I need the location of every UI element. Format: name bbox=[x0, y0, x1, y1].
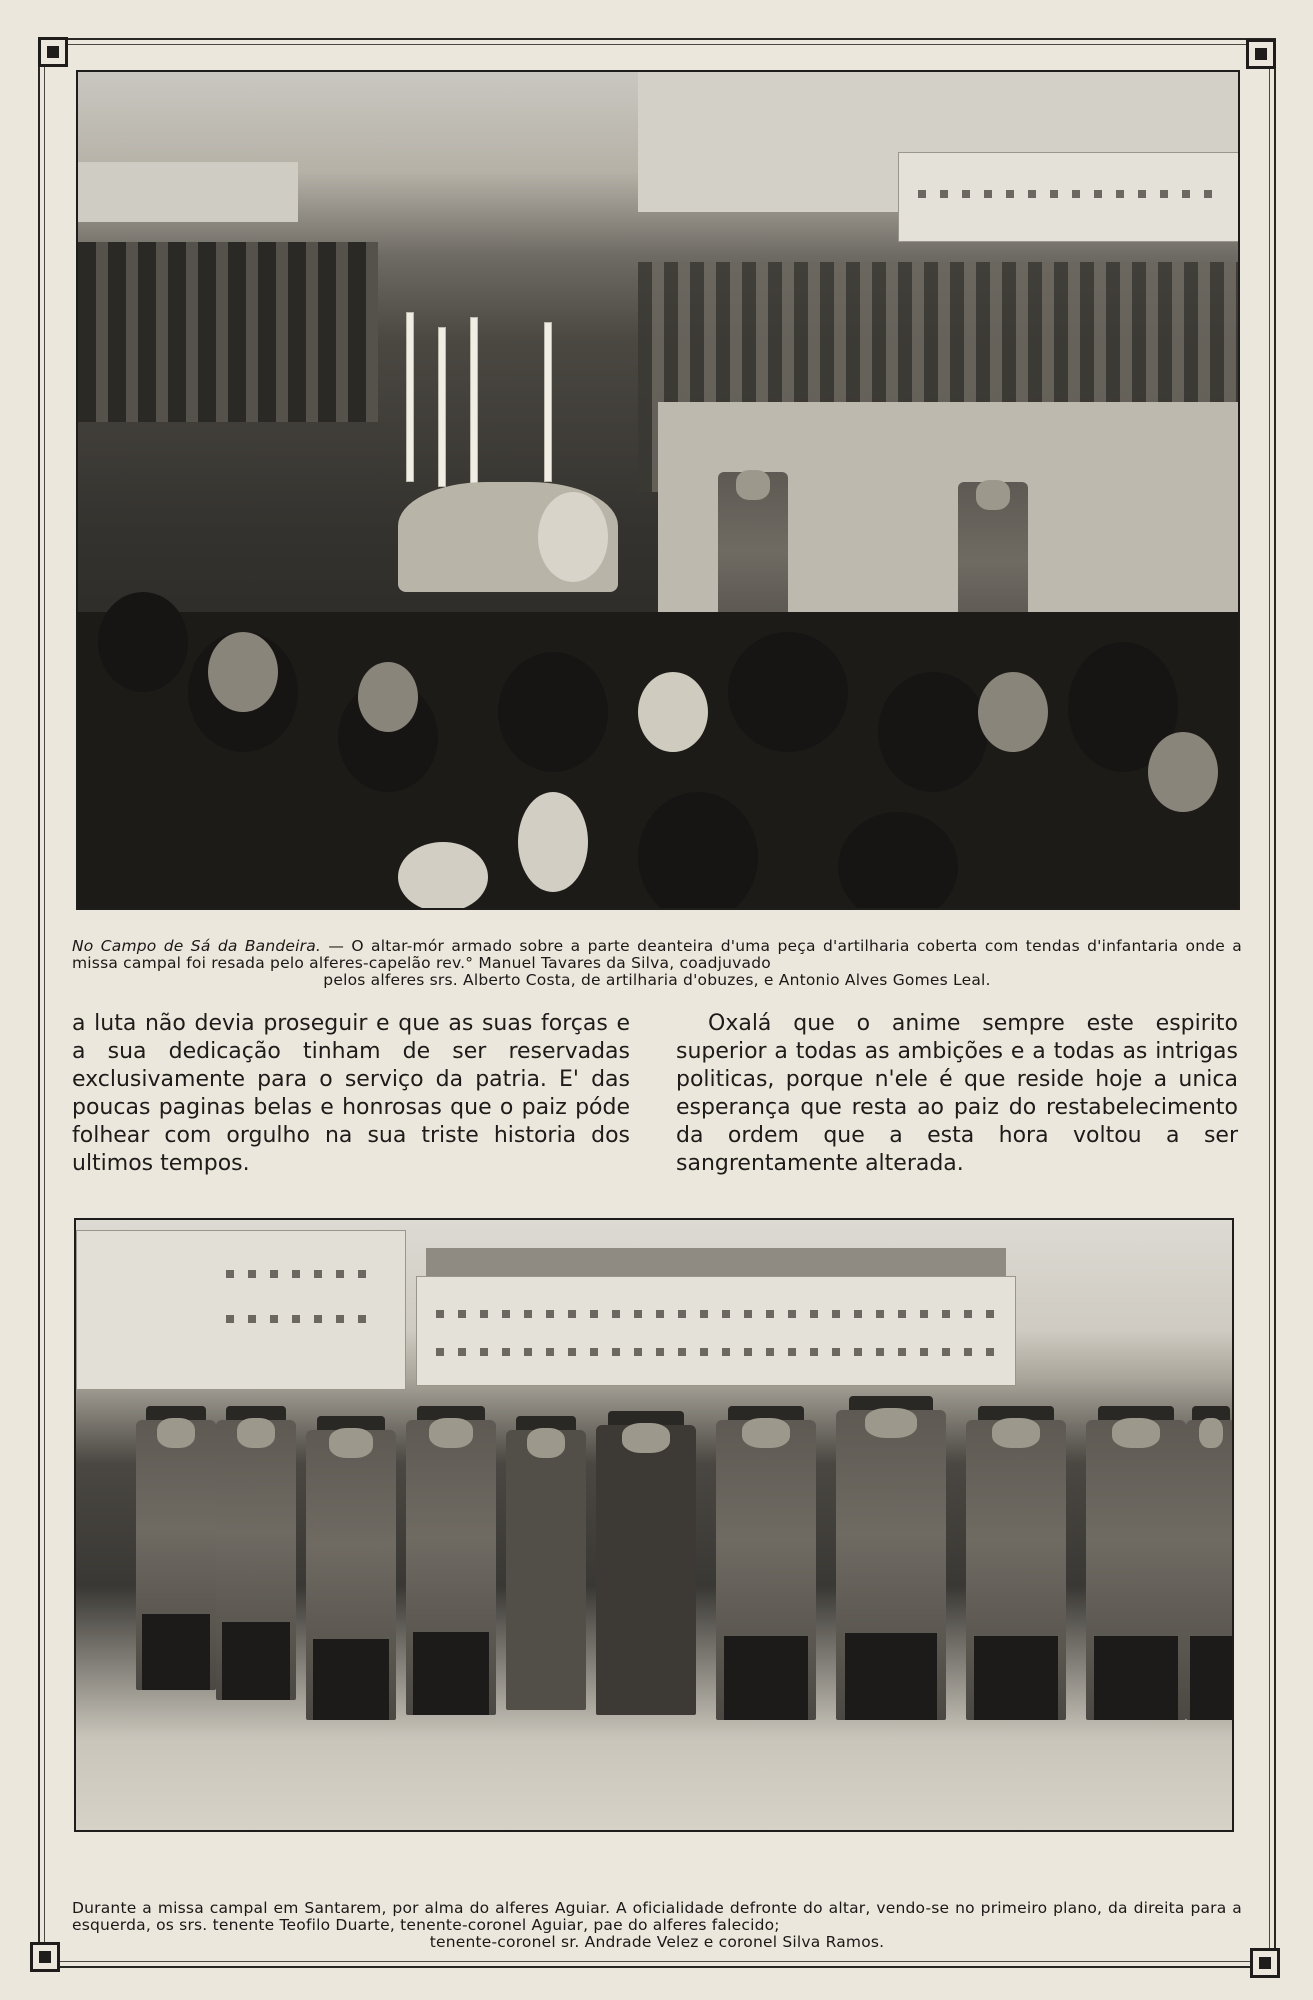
officer-figure bbox=[836, 1410, 946, 1720]
altar-candle bbox=[438, 327, 446, 487]
altar-candle bbox=[470, 317, 478, 487]
mounted-officers bbox=[78, 242, 378, 422]
article-paragraph: Oxalá que o anime sempre este espirito superior a todas as ambições e a todas as intrigas politicas, porque n'ele é que reside hoje a unica esperança que resta ao paiz do restabelecimento da ordem que a esta hora voltou a ser sangrentamente alterada. bbox=[676, 1011, 1238, 1176]
article-column-left bbox=[72, 1010, 630, 1178]
officer-figure bbox=[406, 1420, 496, 1715]
officer-figure bbox=[1186, 1420, 1234, 1720]
corner-ornament-top-left bbox=[38, 37, 68, 67]
caption-location: No Campo de Sá da Bandeira. bbox=[72, 937, 322, 955]
altar-candle bbox=[406, 312, 414, 482]
officer-figure bbox=[306, 1430, 396, 1720]
lieutenant-colonel-figure bbox=[596, 1425, 696, 1715]
officer-figure bbox=[716, 1420, 816, 1720]
chaplain-figure bbox=[506, 1430, 586, 1710]
caption-text: — O altar-mór armado sobre a parte deanteira d'uma peça d'artilharia coberta com tendas d'infantaria onde a missa campal foi resada pelo alferes-capelão rev.° Manuel Tavares da Silva, coadjuvado bbox=[72, 937, 1243, 972]
officer-figure bbox=[1086, 1420, 1186, 1720]
officer-figure bbox=[136, 1420, 216, 1690]
corner-ornament-bottom-right bbox=[1250, 1948, 1280, 1978]
field-mass-photo bbox=[76, 70, 1240, 910]
officer-figure bbox=[216, 1420, 296, 1700]
officer-figure bbox=[966, 1420, 1066, 1720]
corner-ornament-bottom-left bbox=[30, 1942, 60, 1972]
caption-text-end: pelos alferes srs. Alberto Costa, de artilharia d'obuzes, e Antonio Alves Gomes Leal. bbox=[323, 971, 991, 989]
caption-text: Durante a missa campal em Santarem, por alma do alferes Aguiar. A oficialidade defronte do altar, vendo-se no primeiro plano, da direita para a esquerda, os srs. tenente Teofilo Duarte, tenente-coronel Aguiar, pae do alferes falecido; bbox=[72, 1899, 1242, 1934]
distant-houses bbox=[78, 162, 298, 222]
article-column-right bbox=[676, 1010, 1238, 1178]
top-photo-caption bbox=[72, 938, 1242, 989]
corner-ornament-top-right bbox=[1246, 39, 1276, 69]
bottom-photo-caption bbox=[72, 1900, 1242, 1951]
article-paragraph: a luta não devia proseguir e que as suas forças e a sua dedicação tinham de ser reservadas exclusivamente para o serviço da patria. E' das poucas paginas belas e honrosas que o paiz póde folhear com orgulho na sua triste historia dos ultimos tempos. bbox=[72, 1011, 630, 1176]
barracks-building bbox=[416, 1276, 1016, 1386]
altar-candle bbox=[544, 322, 552, 482]
priest bbox=[538, 492, 608, 582]
barracks-roof bbox=[426, 1248, 1006, 1278]
caption-text-end: tenente-coronel sr. Andrade Velez e coronel Silva Ramos. bbox=[429, 1933, 885, 1951]
left-building bbox=[76, 1230, 406, 1390]
officers-santarem-photo bbox=[74, 1218, 1234, 1832]
